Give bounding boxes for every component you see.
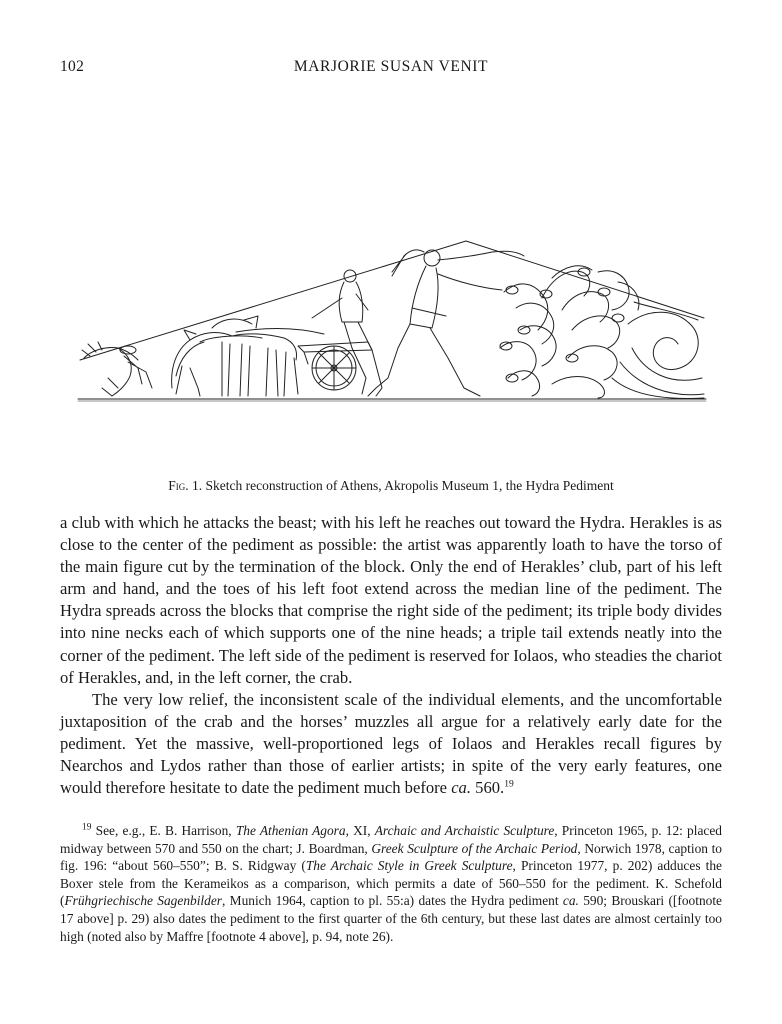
running-head — [60, 58, 722, 80]
body-paragraph-1: a club with which he attacks the beast; with his left he reaches out toward the Hydra. Herakles is as close to the center of the pediment as possible: the artist was apparently loath to have the torso of the main figure cut by the termination of the block. Only the end of Herakles’ club, part of his left arm and hand, and the toes of his left foot extend across the median line of the pediment. The Hydra spreads across the blocks that comprise the right side of the pediment; its triple body divides into nine necks each of which supports one of the nine heads; a triple tail extends neatly into the corner of the pediment. The left side of the pediment is reserved for Iolaos, who steadies the chariot of Herakles, and, in the left corner, the crab. — [60, 513, 722, 687]
footnote-circa: ca. — [562, 893, 579, 909]
footnote-number: 19 — [82, 822, 92, 833]
figure-caption-text: Sketch reconstruction of Athens, Akropolis Museum 1, the Hydra Pediment — [205, 478, 614, 493]
footnote-title-archaic-sculpture: Archaic and Archaistic Sculpture — [374, 823, 555, 838]
footnote-title-athenian-agora: The Athenian Agora — [235, 823, 346, 838]
crab-figure — [82, 342, 152, 396]
pediment-figure — [72, 238, 712, 406]
hydra-figure — [500, 266, 704, 399]
footnote-text-5: , Princeton 1977, p. 202) adduces the Boxer stele from the Kerameikos as a comparison, which permits a date of 560–550 for the pediment. K. Schefold ( — [60, 858, 722, 909]
horses-figure — [172, 316, 324, 396]
footnote-text-7: 590; Brouskari ([footnote 17 above] p. 29) also dates the pediment to the first quarter of the 6th century, but these last dates are almost certainly too high (noted also by Maffre [footnote 4 above], p. 94, note 26). — [60, 893, 722, 944]
page-number: 102 — [60, 58, 85, 75]
herakles-figure — [368, 250, 524, 396]
body-paragraph-2 — [60, 689, 722, 799]
iolaos-figure — [312, 270, 382, 396]
footnote-text-4: , Norwich 1978, caption to fig. 196: “about 560–550”; B. S. Ridgway ( — [60, 840, 722, 874]
circa-abbrev: ca. — [451, 778, 471, 798]
figure-caption-label: Fig. 1. — [168, 478, 203, 493]
running-head-author: MARJORIE SUSAN VENIT — [293, 58, 489, 75]
footnote-text-3: , Princeton 1965, p. 12: placed midway between 570 and 550 on the chart; J. Boardman, — [60, 823, 722, 856]
footnote-title-sagenbilder: Frühgriechische Sagenbilder — [64, 893, 222, 909]
footnote-text-2: , XI, — [345, 823, 375, 838]
footnote-text-1: See, e.g., E. B. Harrison, — [91, 823, 236, 838]
footnote-19 — [60, 822, 722, 945]
body-paragraph-2-text: The very low relief, the inconsistent scale of the individual elements, and the uncomfortable juxtaposition of the crab and the horses’ muzzles all argue for a relatively early date for the pediment. Yet the massive, well-proportioned legs of Iolaos and Herakles recall figures by Nearchos and Lydos rather than those of earlier artists; in spite of the very early features, one would therefore hesitate to date the pediment much before — [60, 689, 722, 798]
body-paragraph-2-end: 560. — [471, 778, 505, 798]
figure-caption — [60, 478, 722, 494]
footnote-text-6: , Munich 1964, caption to pl. 55:a) dates the Hydra pediment — [222, 893, 563, 909]
hydra-pediment-drawing — [72, 238, 712, 406]
footnote-title-archaic-style: The Archaic Style in Greek Sculpture — [305, 858, 513, 874]
footnote-title-greek-sculpture: Greek Sculpture of the Archaic Period — [371, 840, 578, 856]
footnote-reference: 19 — [504, 779, 514, 790]
body-text — [60, 512, 722, 799]
